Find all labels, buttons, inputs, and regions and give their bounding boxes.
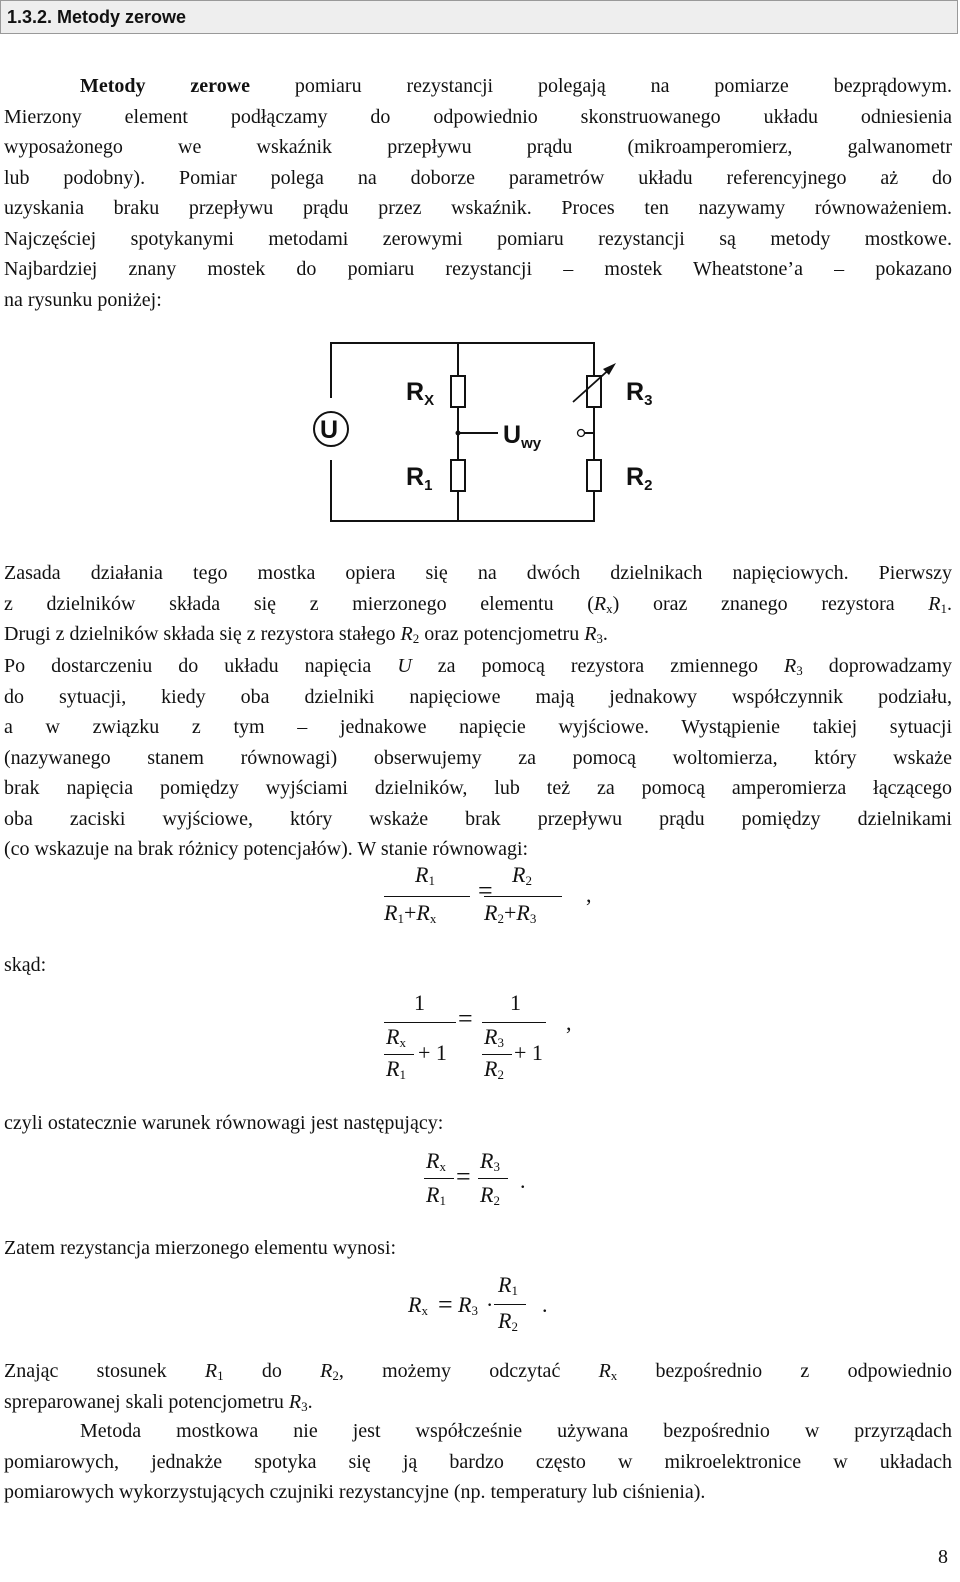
balance-formula-2: 1 $R_x$ + 1 $R_1$ = 1 $R_3$ + 1 $R_2$ ,: [386, 990, 572, 1082]
closing-paragraph: [4, 1416, 952, 1508]
paragraph-line: uzyskania braku przepływu prądu przez wskaźnik. Proces ten nazywamy równoważeniem.: [4, 197, 952, 219]
r1-label: $R_1$: [406, 463, 433, 494]
balance-paragraph: [4, 651, 952, 865]
resistor-r2: [587, 460, 601, 491]
intro-paragraph: [4, 71, 952, 315]
balance-formula-1: $R_1$ $R_1+R_x$ = $R_2$ $R_2+R_3$ ,: [384, 862, 592, 926]
source-label: U: [320, 416, 339, 444]
paragraph-line: Drugi z dzielników składa się z rezystora stałego $R_2$ oraz potencjometru $R_3$.: [4, 623, 608, 646]
bold-term: Metody zerowe: [80, 75, 251, 97]
output-voltage-label: $U_{wy}$: [503, 421, 542, 452]
paragraph-line: (nazywanego stanem równowagi) obserwujemy za pomocą woltomierza, który wskaże: [4, 746, 952, 769]
section-title: 1.3.2. Metody zerowe: [7, 7, 187, 27]
conclusion-label: czyli ostatecznie warunek równowagi jest następujący:: [4, 1112, 444, 1134]
paragraph-line: do sytuacji, kiedy oba dzielniki napięciowe mają jednakowy współczynnik podziału,: [4, 685, 952, 708]
paragraph-line: z dzielników składa się z mierzonego elementu $(R_x)$ oraz znanego rezystora $R_1$.: [4, 592, 952, 616]
paragraph-line: Metody zerowe pomiaru rezystancji polegają na pomiarze bezprądowym.: [80, 75, 952, 97]
paragraph-line: a w związku z tym – jednakowe napięcie wyjściowe. Wystąpienie takiej sytuacji: [4, 716, 952, 738]
paragraph-line: Mierzony element podłączamy do odpowiednio skonstruowanego układu odniesienia: [4, 105, 952, 128]
output-terminal: [578, 430, 585, 437]
wheatstone-bridge-diagram: [300, 336, 660, 528]
paragraph-line: Znając stosunek $R_1$ do $R_2$, możemy odczytać $R_x$ bezpośrednio z odpowiednio: [4, 1360, 953, 1383]
reading-paragraph: [4, 1356, 952, 1417]
section-header-bar: [0, 0, 958, 34]
paragraph-line: pomiarowych wykorzystujących czujniki rezystancyjne (np. temperatury lub ciśnienia).: [4, 1481, 706, 1503]
paragraph-line: pomiarowych, jednakże spotyka się ją bardzo często w mikroelektronice w układach: [4, 1450, 952, 1473]
paragraph-line: Najczęściej spotykanymi metodami zerowymi pomiaru rezystancji są metody mostkowe.: [4, 227, 952, 250]
paragraph-line: na rysunku poniżej:: [4, 288, 162, 311]
r2-label: $R_2$: [626, 463, 653, 494]
balance-condition-formula: $R_x$ $R_1$ = $R_3$ $R_2$ .: [426, 1148, 526, 1208]
resistor-rx: [451, 376, 465, 407]
rx-label: $R_X$: [406, 378, 435, 409]
paragraph-line: (co wskazuje na brak różnicy potencjałów). W stanie równowagi:: [4, 838, 529, 860]
result-formula: $R_x$ = $R_3$ · $R_1$ $R_2$ .: [408, 1272, 548, 1334]
paragraph-line: Metoda mostkowa nie jest współcześnie używana bezpośrednio w przyrządach: [80, 1420, 952, 1442]
result-label: Zatem rezystancja mierzonego elementu wynosi:: [4, 1237, 397, 1259]
output-terminal: [456, 431, 461, 436]
paragraph-line: oba zaciski wyjściowe, który wskaże brak przepływu prądu pomiędzy dzielnikami: [4, 807, 952, 830]
r3-label: $R_3$: [626, 378, 653, 409]
paragraph-line: spreparowanej skali potencjometru $R_3$.: [4, 1390, 313, 1414]
paragraph-line: wyposażonego we wskaźnik przepływu prądu (mikroamperomierz, galwanometr: [4, 136, 952, 158]
paragraph-line: Zasada działania tego mostka opiera się na dwóch dzielnikach napięciowych. Pierwszy: [4, 562, 952, 584]
divider-paragraph: [4, 558, 952, 650]
paragraph-line: Najbardziej znany mostek do pomiaru rezystancji – mostek Wheatstone’a – pokazano: [4, 258, 952, 280]
resistor-r1: [451, 460, 465, 491]
paragraph-line: lub podobny). Pomiar polega na doborze parametrów układu referencyjnego aż do: [4, 166, 952, 189]
paragraph-line: Po dostarczeniu do układu napięcia U za pomocą rezystora zmiennego $R_3$ doprowadzamy: [4, 655, 952, 678]
page-number: 8: [938, 1546, 948, 1568]
skad-label: skąd:: [4, 954, 47, 976]
potentiometer-r3: [587, 376, 601, 407]
paragraph-line: brak napięcia pomiędzy wyjściami dzielników, lub też za pomocą amperomierza łączącego: [4, 777, 952, 799]
